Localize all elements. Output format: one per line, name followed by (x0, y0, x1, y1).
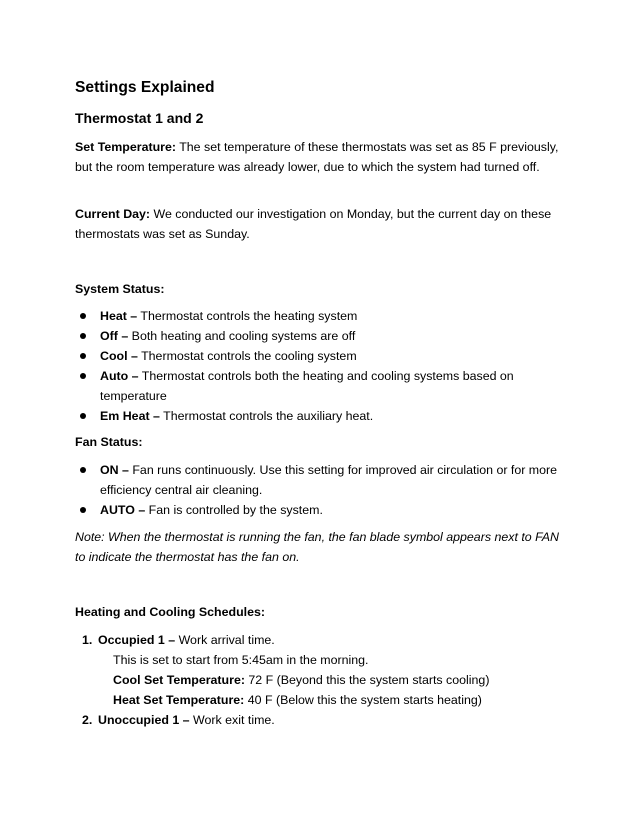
list-item: Heat – Thermostat controls the heating system (75, 306, 565, 326)
current-day-text: We conducted our investigation on Monday, but the current day on these thermostats was set as Sunday. (75, 207, 552, 241)
list-item: Em Heat – Thermostat controls the auxiliary heat. (75, 406, 565, 426)
bullet-icon (80, 507, 86, 513)
bullet-icon (80, 413, 86, 419)
list-item: Cool – Thermostat controls the cooling system (75, 346, 565, 366)
list-item: Auto – Thermostat controls both the heating and cooling systems based on temperature (75, 366, 565, 406)
schedules-heading: Heating and Cooling Schedules: (75, 605, 266, 619)
bullet-icon (80, 467, 86, 473)
fan-status-list (75, 460, 565, 520)
bullet-icon (80, 353, 86, 359)
bullet-icon (80, 333, 86, 339)
system-status-list (75, 306, 565, 426)
bullet-icon (80, 313, 86, 319)
list-item: Off – Both heating and cooling systems are off (75, 326, 565, 346)
cool-set-temperature-line: Cool Set Temperature: 72 F (Beyond this the system starts cooling) (113, 673, 490, 687)
occupied-start-line: This is set to start from 5:45am in the morning. (113, 653, 369, 667)
system-status-heading: System Status: (75, 282, 165, 296)
fan-note: Note: When the thermostat is running the fan, the fan blade symbol appears next to FAN to indicate the thermostat has the fan on. (75, 530, 559, 564)
bullet-icon (80, 373, 86, 379)
list-item: 2. Unoccupied 1 – Work exit time. (82, 713, 275, 727)
set-temperature-label: Set Temperature: (75, 140, 176, 154)
set-temperature-paragraph (75, 137, 565, 177)
fan-status-heading: Fan Status: (75, 435, 143, 449)
list-item: AUTO – Fan is controlled by the system. (75, 500, 565, 520)
current-day-label: Current Day: (75, 207, 151, 221)
list-item: 1. Occupied 1 – Work arrival time. (82, 633, 275, 647)
page-title: Settings Explained (75, 79, 215, 96)
schedules-list (75, 630, 565, 730)
heat-set-temperature-line: Heat Set Temperature: 40 F (Below this the system starts heating) (113, 693, 482, 707)
section-heading-thermostat: Thermostat 1 and 2 (75, 110, 204, 126)
current-day-paragraph (75, 204, 565, 244)
set-temperature-text: The set temperature of these thermostats was set as 85 F previously, but the room temperature was already lower, due to which the system had turned off. (75, 140, 559, 174)
list-item: ON – Fan runs continuously. Use this setting for improved air circulation or for more efficiency central air cleaning. (75, 460, 565, 500)
